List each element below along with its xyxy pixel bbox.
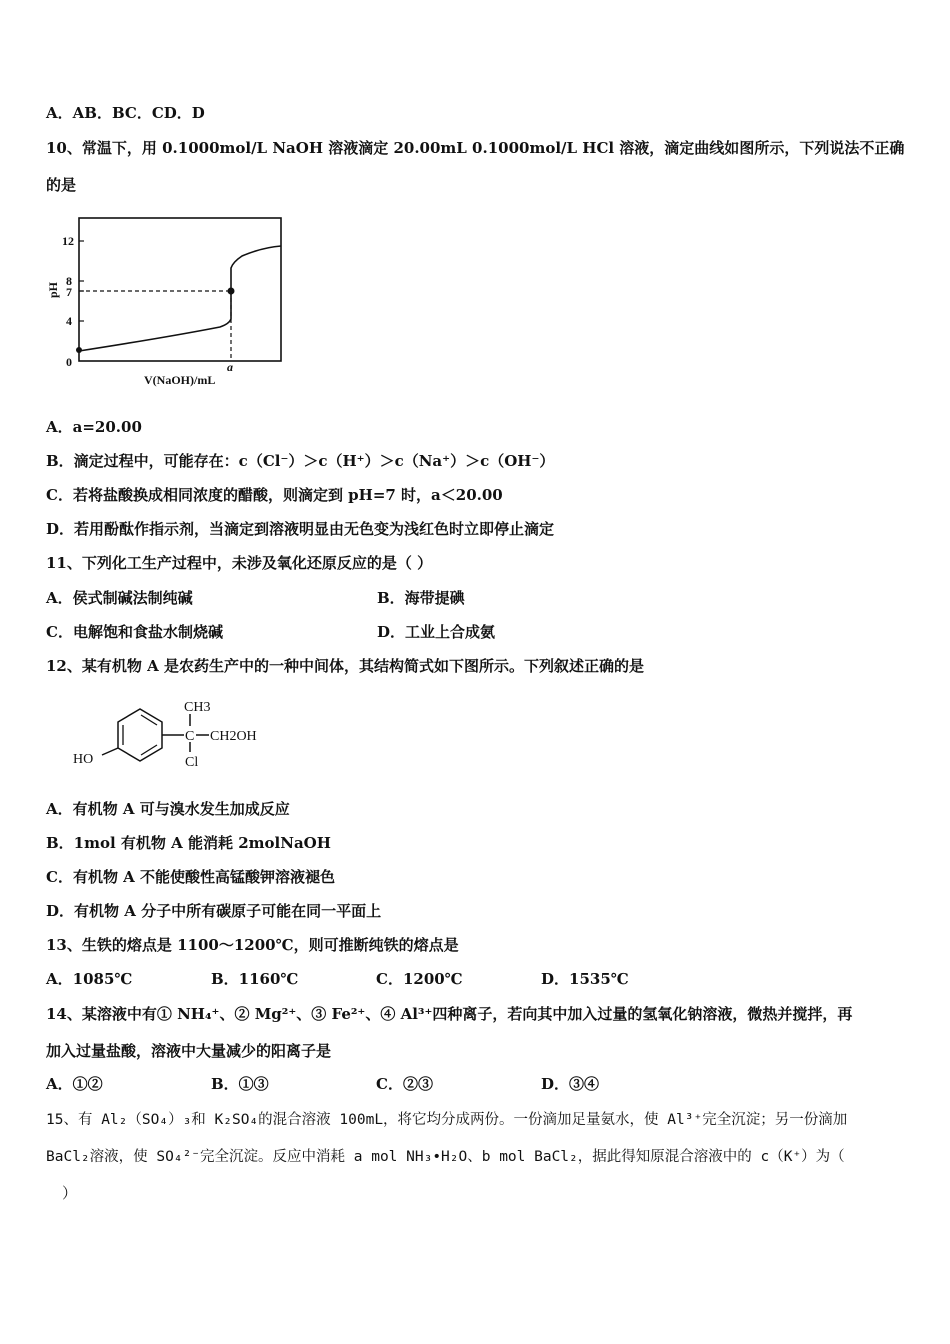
q14-stem-line1: 14、某溶液中有① NH₄⁺、② Mg²⁺、③ Fe²⁺、④ Al³⁺四种离子，若向其中加入过量的氢氧化钠溶液，微热并搅拌，再 [46, 1005, 853, 1023]
q14-option-c: C．②③ [376, 1075, 433, 1093]
q14-option-a: A．①② [46, 1075, 103, 1093]
q13-stem: 13、生铁的熔点是 1100～1200℃，则可推断纯铁的熔点是 [46, 936, 459, 954]
q14-option-d: D．③④ [541, 1075, 600, 1093]
q13-option-b: B．1160℃ [211, 970, 299, 988]
q14-stem-line2: 加入过量盐酸，溶液中大量减少的阳离子是 [46, 1042, 332, 1060]
ytick-0: 0 [66, 355, 72, 369]
q10-option-d: D．若用酚酞作指示剂，当滴定到溶液明显由无色变为浅红色时立即停止滴定 [46, 520, 555, 538]
central-carbon: C [185, 729, 195, 744]
q13-option-c: C．1200℃ [376, 970, 463, 988]
q13-option-d: D．1535℃ [541, 970, 629, 988]
ytick-8: 8 [66, 274, 72, 288]
q10-option-b: B．滴定过程中，可能存在：c（Cl⁻）＞c（H⁺）＞c（Na⁺）＞c（OH⁻） [46, 452, 555, 470]
q12-option-c: C．有机物 A 不能使酸性高锰酸钾溶液褪色 [46, 868, 336, 886]
q10-option-c: C．若将盐酸换成相同浓度的醋酸，则滴定到 pH=7 时，a＜20.00 [46, 486, 503, 504]
ytick-7: 7 [66, 285, 72, 299]
ho-group: HO [73, 752, 94, 767]
q9-answer-options: A．AB．BC．CD．D [46, 104, 205, 122]
cl-atom: Cl [185, 755, 199, 770]
q10-stem-line1: 10、常温下，用 0.1000mol/L NaOH 溶液滴定 20.00mL 0.1000mol/L HCl 溶液，滴定曲线如图所示，下列说法不正确 [46, 139, 905, 157]
q14-option-b: B．①③ [211, 1075, 269, 1093]
q11-option-a: A．侯式制碱法制纯碱 [46, 589, 193, 607]
x-axis-label: V(NaOH)/mL [144, 373, 216, 387]
q15-stem-line1: 15、有 Al₂（SO₄）₃和 K₂SO₄的混合溶液 100mL，将它均分成两份。一份滴加足量氨水，使 Al³⁺完全沉淀；另一份滴加 [46, 1112, 848, 1128]
molecule-structure-figure [68, 692, 288, 782]
equivalence-point [228, 288, 235, 295]
titration-curve-figure [44, 210, 294, 395]
ytick-4: 4 [66, 314, 72, 328]
q11-stem: 11、下列化工生产过程中，未涉及氧化还原反应的是（ ） [46, 554, 433, 572]
q12-option-a: A．有机物 A 可与溴水发生加成反应 [46, 800, 290, 818]
q10-option-a: A．a=20.00 [46, 418, 142, 436]
q10-stem-line2: 的是 [46, 176, 77, 194]
ch2oh-group: CH2OH [210, 729, 257, 744]
plot-frame [79, 218, 281, 361]
ch3-group: CH3 [184, 700, 211, 715]
q15-stem-line2: BaCl₂溶液，使 SO₄²⁻完全沉淀。反应中消耗 a mol NH₃•H₂O、b mol BaCl₂，据此得知原混合溶液中的 c（K⁺）为（ [46, 1149, 845, 1165]
q12-stem: 12、某有机物 A 是农药生产中的一种中间体，其结构简式如下图所示。下列叙述正确的是 [46, 657, 644, 675]
titration-curve [79, 246, 281, 351]
q11-option-c: C．电解饱和食盐水制烧碱 [46, 623, 223, 641]
ytick-12: 12 [62, 234, 74, 248]
q12-option-d: D．有机物 A 分子中所有碳原子可能在同一平面上 [46, 902, 382, 920]
y-axis-label: pH [46, 281, 60, 298]
benzene-ring [118, 709, 162, 761]
q13-option-a: A．1085℃ [46, 970, 133, 988]
start-point [76, 347, 82, 353]
q11-option-b: B．海带提碘 [377, 589, 465, 607]
q11-option-d: D．工业上合成氨 [377, 623, 496, 641]
q15-stem-line3: ） [62, 1184, 78, 1202]
x-mark-a: a [227, 360, 233, 374]
q12-option-b: B．1mol 有机物 A 能消耗 2molNaOH [46, 834, 331, 852]
